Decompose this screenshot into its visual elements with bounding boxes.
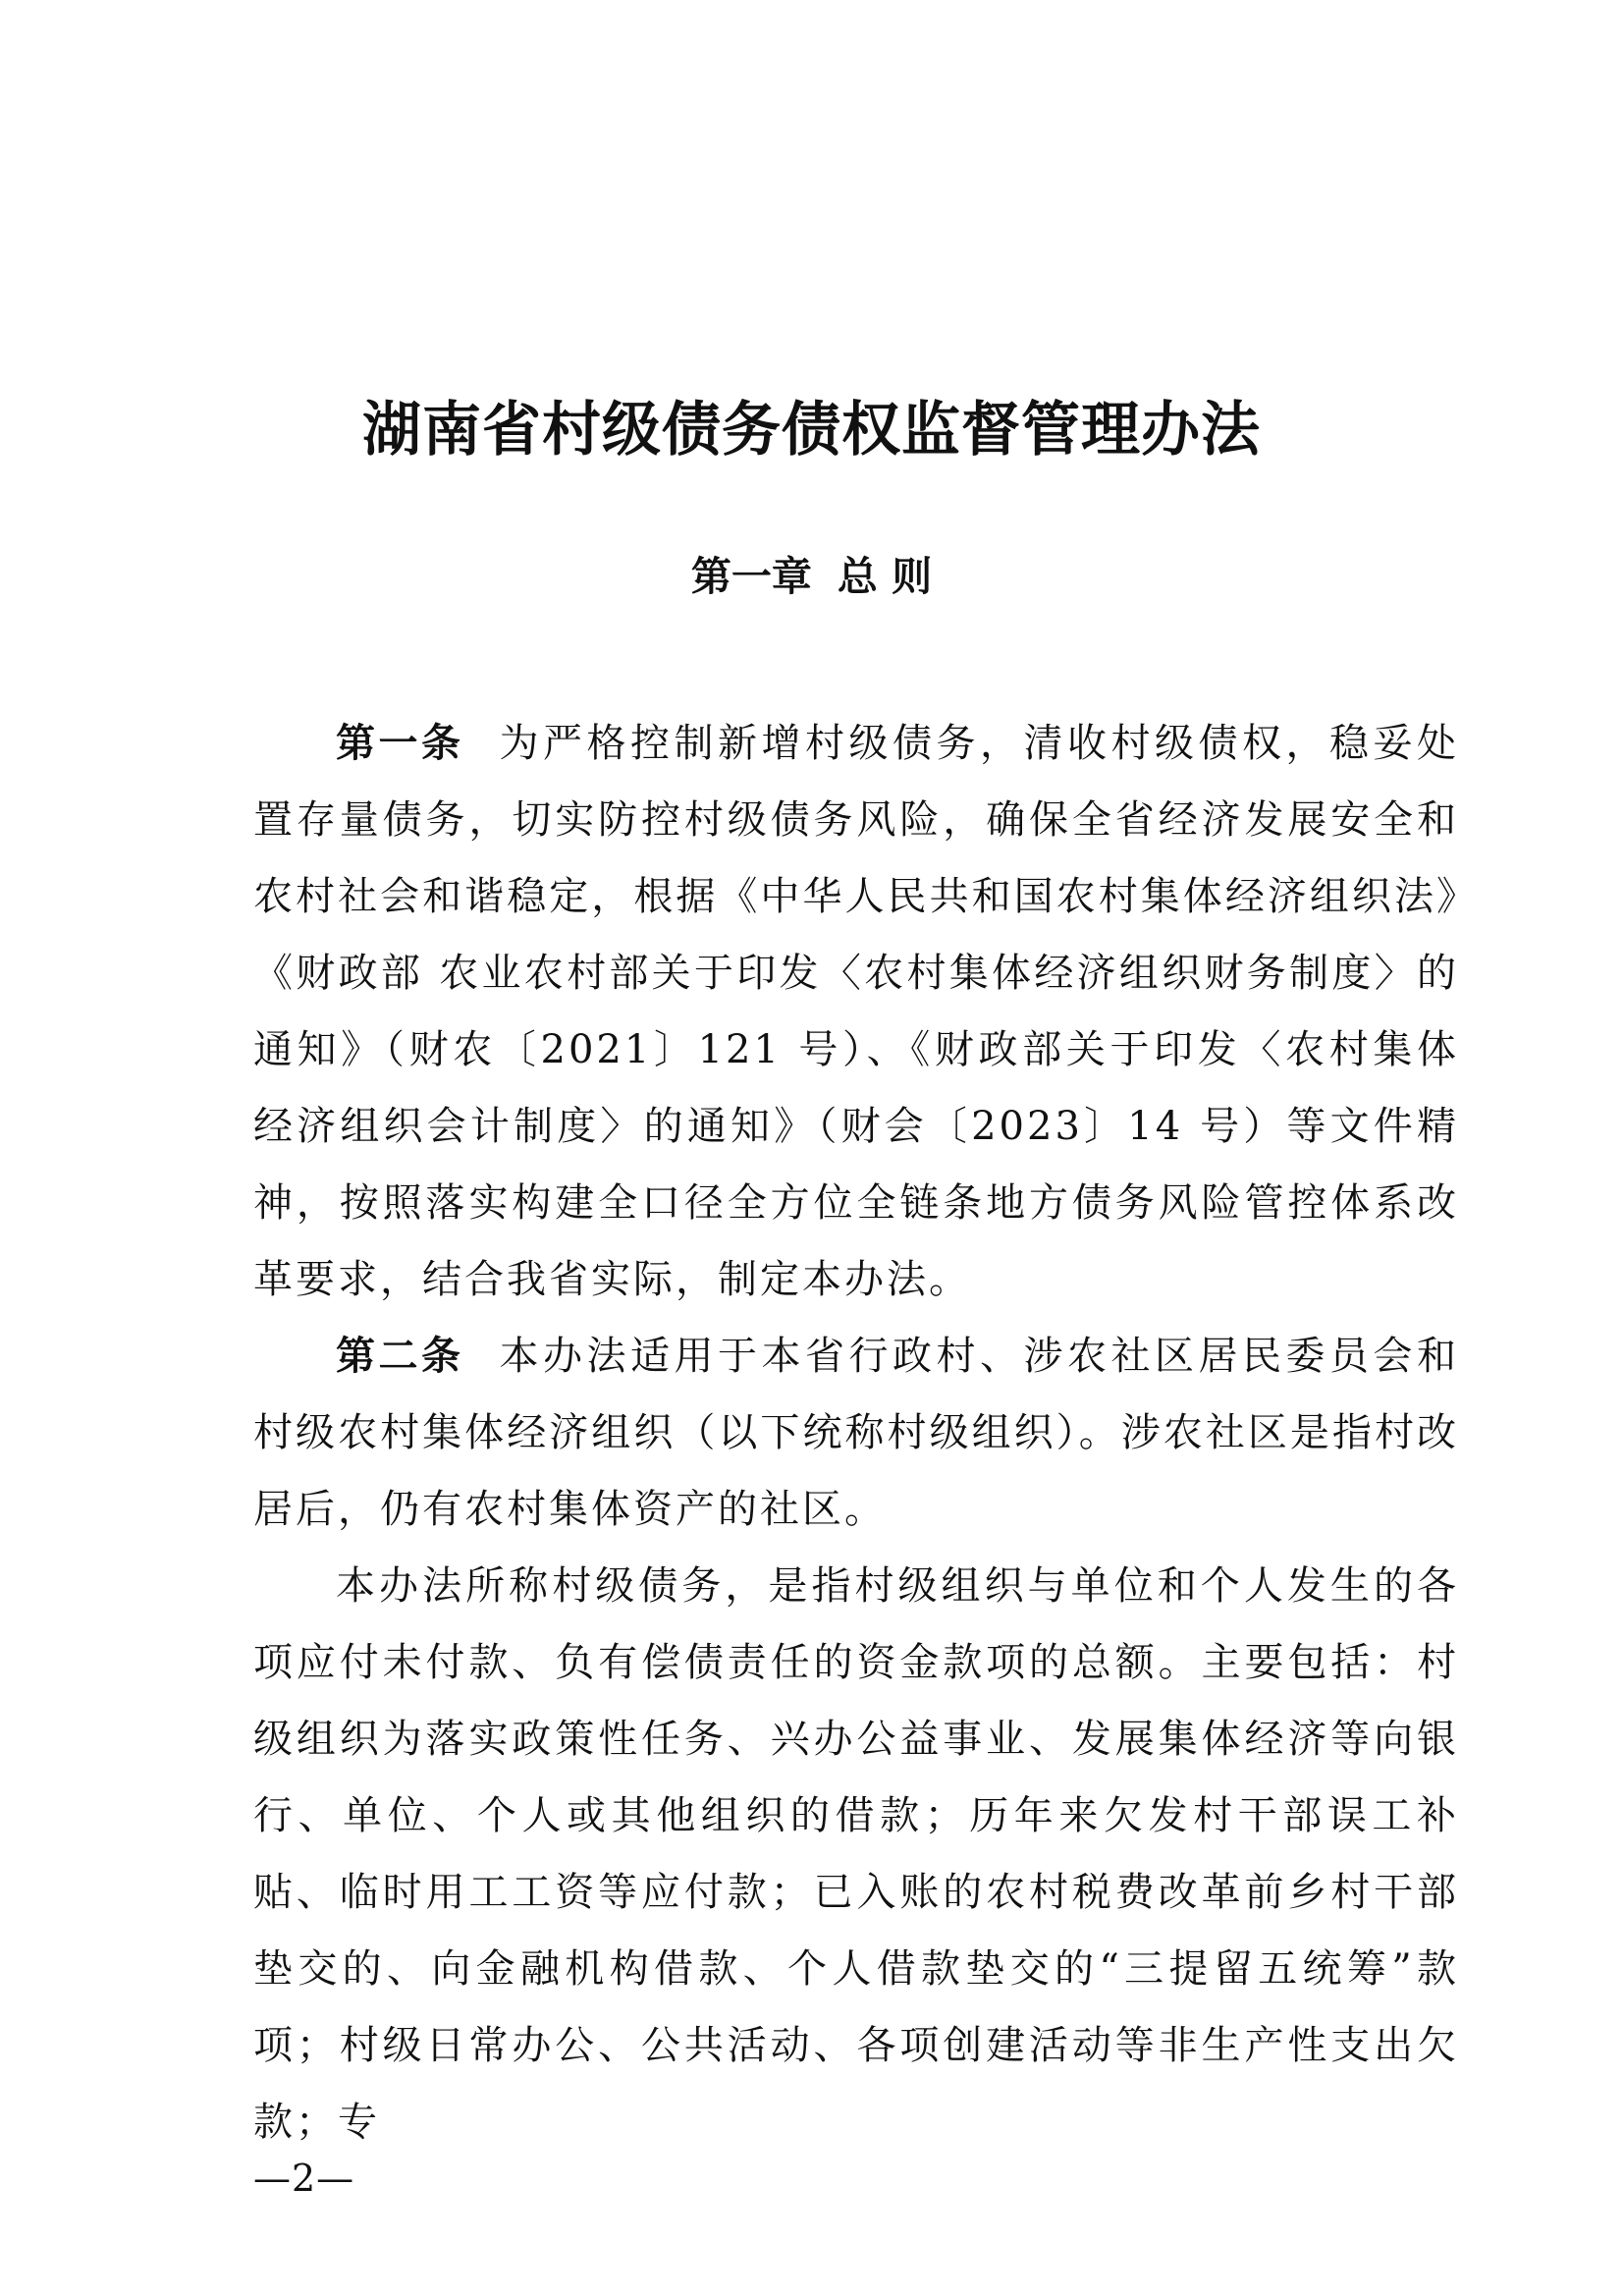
chapter-name: 总 则: [837, 553, 933, 600]
article-label: 第一条: [336, 721, 464, 766]
article-paragraph: [253, 1318, 1459, 1548]
chapter-heading: [0, 547, 1623, 606]
article-text: 为严格控制新增村级债务，清收村级债权，稳妥处置存量债务，切实防控村级债务风险，确保全省经济发展安全和农村社会和谐稳定，根据《中华人民共和国农村集体经济组织法》《财政部 农业农村部关于印发〈农村集体经济组织财务制度〉的通知》（财农〔2021〕121 号）、《财政部关于印发〈农村集体经济组织会计制度〉的通知》（财会〔2023〕14 号）等文件精神，按照落实构建全口径全方位全链条地方债务风险管控体系改革要求，结合我省实际，制定本办法。: [253, 721, 1459, 1302]
chapter-number: 第一章: [690, 553, 812, 600]
body-paragraph: [253, 1548, 1459, 2160]
article-label: 第二条: [336, 1334, 464, 1379]
article-paragraph: [253, 705, 1459, 1318]
paragraph-text: 本办法所称村级债务，是指村级组织与单位和个人发生的各项应付未付款、负有偿债责任的资金款项的总额。主要包括：村级组织为落实政策性任务、兴办公益事业、发展集体经济等向银行、单位、个人或其他组织的借款；历年来欠发村干部误工补贴、临时用工工资等应付款；已入账的农村税费改革前乡村干部垫交的、向金融机构借款、个人借款垫交的“三提留五统筹”款项；村级日常办公、公共活动、各项创建活动等非生产性支出欠款；专: [253, 1563, 1459, 2145]
page-number: —2—: [253, 2157, 355, 2200]
document-title: 湖南省村级债务债权监督管理办法: [362, 396, 1261, 465]
document-body: [253, 705, 1459, 2160]
article-text: 本办法适用于本省行政村、涉农社区居民委员会和村级农村集体经济组织（以下统称村级组织）。涉农社区是指村改居后，仍有农村集体资产的社区。: [253, 1334, 1459, 1532]
